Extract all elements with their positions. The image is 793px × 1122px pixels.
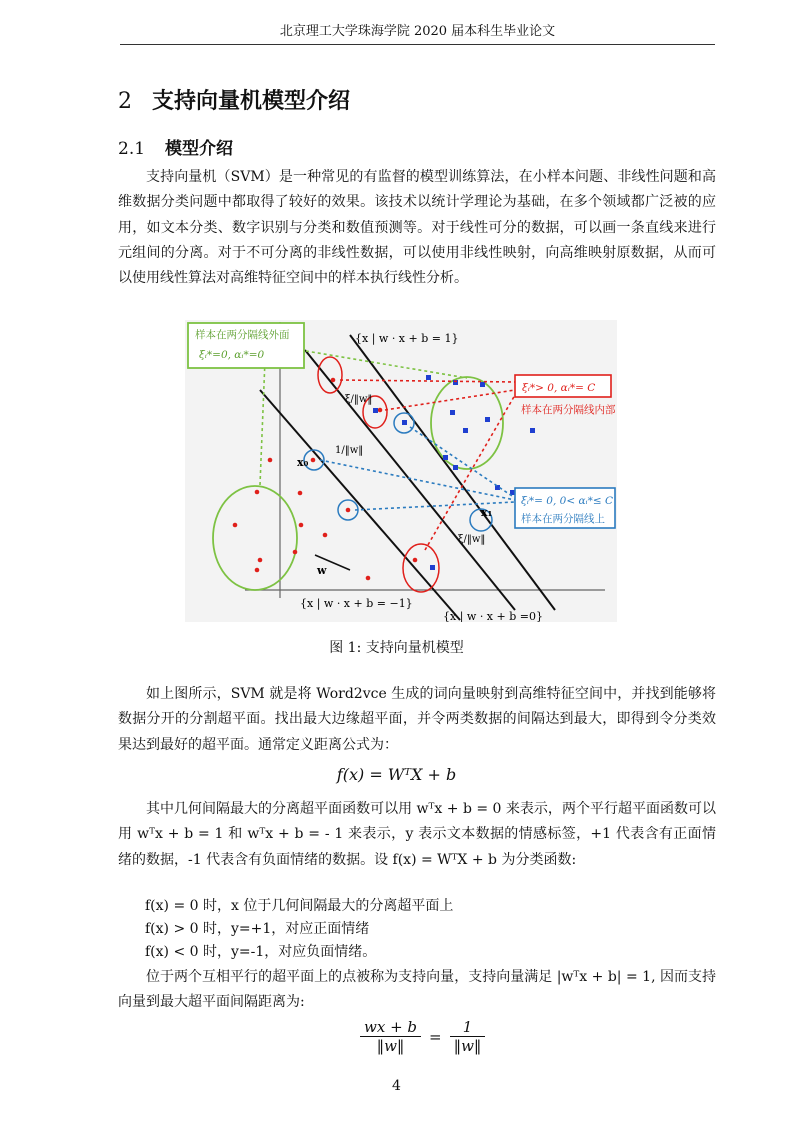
label-inside: 样本在两分隔线内部 bbox=[521, 404, 616, 416]
figure-caption: 图 1: 支持向量机模型 bbox=[329, 640, 464, 656]
w-label: w bbox=[317, 564, 327, 577]
hyperplane-zero bbox=[305, 350, 515, 610]
paragraph-description: 如上图所示，SVM 就是将 Word2vce 生成的词向量映射到高维特征空间中，并找到能够将数据分开的分割超平面。找出最大边缘超平面，并令两类数据的间隔达到最大，即得到令分类效果达到最好的超平面。通常定义距离公式为： bbox=[118, 686, 716, 753]
paragraph-intro: 支持向量机（SVM）是一种常见的有监督的模型训练算法，在小样本问题、非线性问题和高维数据分类问题中都取得了较好的效果。该技术以统计学理论为基础，在多个领域都广泛被的应用，如文本分类、数字识别与分类和数值预测等。对于线性可分的数据，可以画一条直线来进行元组间的分离。对于不可分离的非线性数据，可以使用非线性映射，向高维映射原数据，从而可以使用线性算法对高维特征空间中的样本执行线性分析。 bbox=[118, 169, 716, 287]
frac-eq: = bbox=[429, 1027, 442, 1046]
frac-den2: ‖w‖ bbox=[453, 1037, 482, 1055]
norm1-label: 1/‖w‖ bbox=[335, 445, 364, 456]
svm-figure bbox=[185, 320, 617, 622]
plane-bottom-right-label: {x | w · x + b =0} bbox=[443, 610, 543, 622]
page-number: 4 bbox=[392, 1078, 401, 1094]
paragraph-support-vectors: 位于两个互相平行的超平面上的点被称为支持向量，支持向量满足 |wᵀx + b| = 1, 因而支持向量到最大超平面间隔距离为: bbox=[118, 969, 716, 1010]
green-cluster-left bbox=[213, 486, 297, 590]
plane-bottom-left-label: {x | w · x + b = −1} bbox=[300, 597, 413, 610]
paragraph-hyperplane: 其中几何间隔最大的分离超平面函数可以用 wᵀx + b = 0 来表示，两个平行超平面函数可以用 wᵀx + b = 1 和 wᵀx + b = - 1 来表示，y 表示文本数据的情感标签，+1 代表含有正面情绪的数据，-1 代表含有负面情绪的数据。设 f(x) = WᵀX + b 为分类函数: bbox=[118, 801, 716, 868]
chapter-heading bbox=[118, 84, 350, 115]
label-outside: 样本在两分隔线外面 bbox=[195, 329, 290, 341]
plane-top-label: {x | w · x + b = 1} bbox=[355, 332, 459, 345]
section-title: 模型介绍 bbox=[165, 139, 234, 159]
blue-points bbox=[373, 375, 535, 570]
label-on-cond: ξᵢ*= 0, 0< αᵢ*≤ C bbox=[521, 495, 614, 507]
case-negative: f(x) < 0 时，y=-1，对应负面情绪。 bbox=[145, 944, 377, 960]
label-inside-cond: ξᵢ*> 0, αᵢ*= C bbox=[522, 382, 596, 394]
chapter-number: 2 bbox=[118, 89, 132, 114]
case-positive: f(x) > 0 时，y=+1，对应正面情绪 bbox=[145, 921, 370, 937]
frac-num2: 1 bbox=[450, 1018, 486, 1037]
green-cluster-right bbox=[431, 377, 503, 469]
page-header: 北京理工大学珠海学院 2020 届本科生毕业论文 bbox=[120, 22, 715, 45]
frac-num1: wx + b bbox=[360, 1018, 421, 1037]
formula-distance: f(x) = WᵀX + b bbox=[336, 765, 457, 784]
norm3-label: ξ/‖w‖ bbox=[458, 534, 486, 545]
section-heading bbox=[118, 134, 233, 159]
margin-formula bbox=[360, 1018, 485, 1055]
norm2-label: ξ/‖w‖ bbox=[345, 394, 373, 405]
frac-den1: ‖w‖ bbox=[376, 1037, 405, 1055]
svm-diagram bbox=[185, 320, 617, 622]
chapter-title: 支持向量机模型介绍 bbox=[152, 88, 351, 114]
x1-label: x₁ bbox=[481, 506, 493, 519]
label-on: 样本在两分隔线上 bbox=[521, 513, 605, 525]
section-number: 2.1 bbox=[118, 139, 146, 159]
x0-label: x₀ bbox=[297, 456, 309, 469]
label-outside-cond: ξᵢ*=0, αᵢ*=0 bbox=[199, 349, 265, 361]
case-zero: f(x) = 0 时，x 位于几何间隔最大的分离超平面上 bbox=[145, 898, 454, 914]
